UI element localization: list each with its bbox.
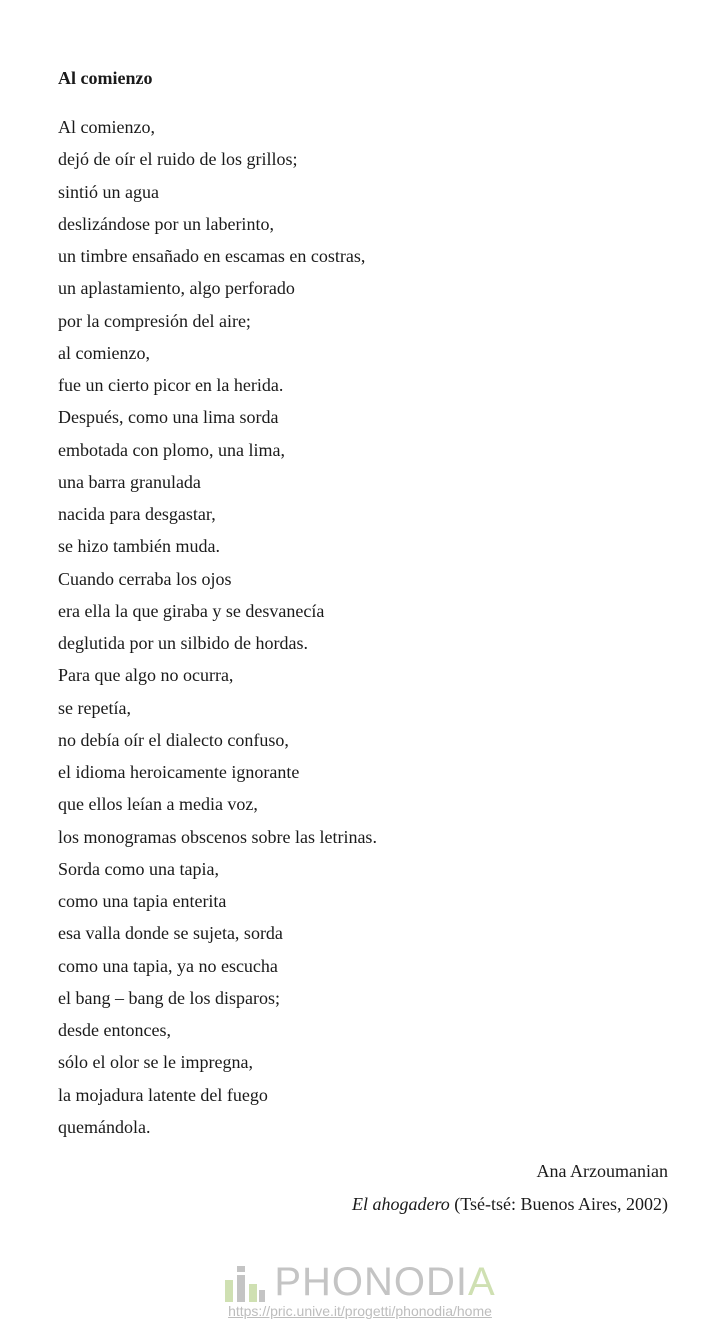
poem-line: que ellos leían a media voz, xyxy=(58,794,258,815)
poem-line: al comienzo, xyxy=(58,342,150,363)
attribution xyxy=(352,1155,668,1221)
poem-line: era ella la que giraba y se desvanecía xyxy=(58,600,325,621)
poem-line: sólo el olor se le impregna, xyxy=(58,1052,253,1073)
poem-line: Cuando cerraba los ojos xyxy=(58,568,232,589)
phonodia-url-link[interactable]: https://pric.unive.it/progetti/phonodia/home xyxy=(228,1303,492,1319)
poem-line: fue un cierto picor en la herida. xyxy=(58,375,284,395)
poem-line: un aplastamiento, algo perforado xyxy=(58,278,295,299)
poem-line: como una tapia, ya no escucha xyxy=(58,955,278,976)
poem-line: quemándola. xyxy=(58,1116,151,1137)
poem-title: Al comienzo xyxy=(58,68,153,88)
poem-line: la mojadura latente del fuego xyxy=(58,1084,268,1105)
source-citation xyxy=(352,1188,668,1221)
wordmark-main: PHONODI xyxy=(274,1260,468,1304)
footer-logo xyxy=(0,1262,720,1319)
poem-line: se hizo también muda. xyxy=(58,536,220,557)
poem-line: el idioma heroicamente ignorante xyxy=(58,762,300,782)
phonodia-wordmark xyxy=(274,1262,495,1302)
poem-line: Al comienzo, xyxy=(58,117,155,137)
poem-line: embotada con plomo, una lima, xyxy=(58,439,285,460)
poem-line: por la compresión del aire; xyxy=(58,310,251,331)
poem-line: esa valla donde se sujeta, sorda xyxy=(58,923,283,944)
source-title: El ahogadero xyxy=(351,1194,450,1214)
poem-line: Sorda como una tapia, xyxy=(58,858,219,879)
poem-line: se repetía, xyxy=(58,697,131,718)
wordmark-accent: A xyxy=(468,1260,496,1304)
poem-line: Después, como una lima sorda xyxy=(58,407,279,428)
phonodia-logo xyxy=(224,1262,495,1302)
poem-line: dejó de oír el ruido de los grillos; xyxy=(58,149,298,170)
poem-line: un timbre ensañado en escamas en costras, xyxy=(58,246,366,266)
poem-body xyxy=(58,111,377,1143)
poem-line: como una tapia enterita xyxy=(58,891,227,911)
poem-line: nacida para desgastar, xyxy=(58,504,216,524)
poem-line: desde entonces, xyxy=(58,1020,171,1040)
poem-line: deglutida por un silbido de hordas. xyxy=(58,633,308,653)
poem-line: una barra granulada xyxy=(58,471,201,492)
poem-line: el bang – bang de los disparos; xyxy=(58,987,280,1008)
poem-line: deslizándose por un laberinto, xyxy=(58,213,274,234)
poem-line: no debía oír el dialecto confuso, xyxy=(58,729,289,750)
phonodia-bars-icon xyxy=(224,1262,266,1302)
poem-line: sintió un agua xyxy=(58,181,159,202)
poem-line: Para que algo no ocurra, xyxy=(58,665,234,686)
author-name: Ana Arzoumanian xyxy=(536,1161,668,1181)
source-details: (Tsé-tsé: Buenos Aires, 2002) xyxy=(449,1194,668,1214)
poem-line: los monogramas obscenos sobre las letrinas. xyxy=(58,826,377,847)
